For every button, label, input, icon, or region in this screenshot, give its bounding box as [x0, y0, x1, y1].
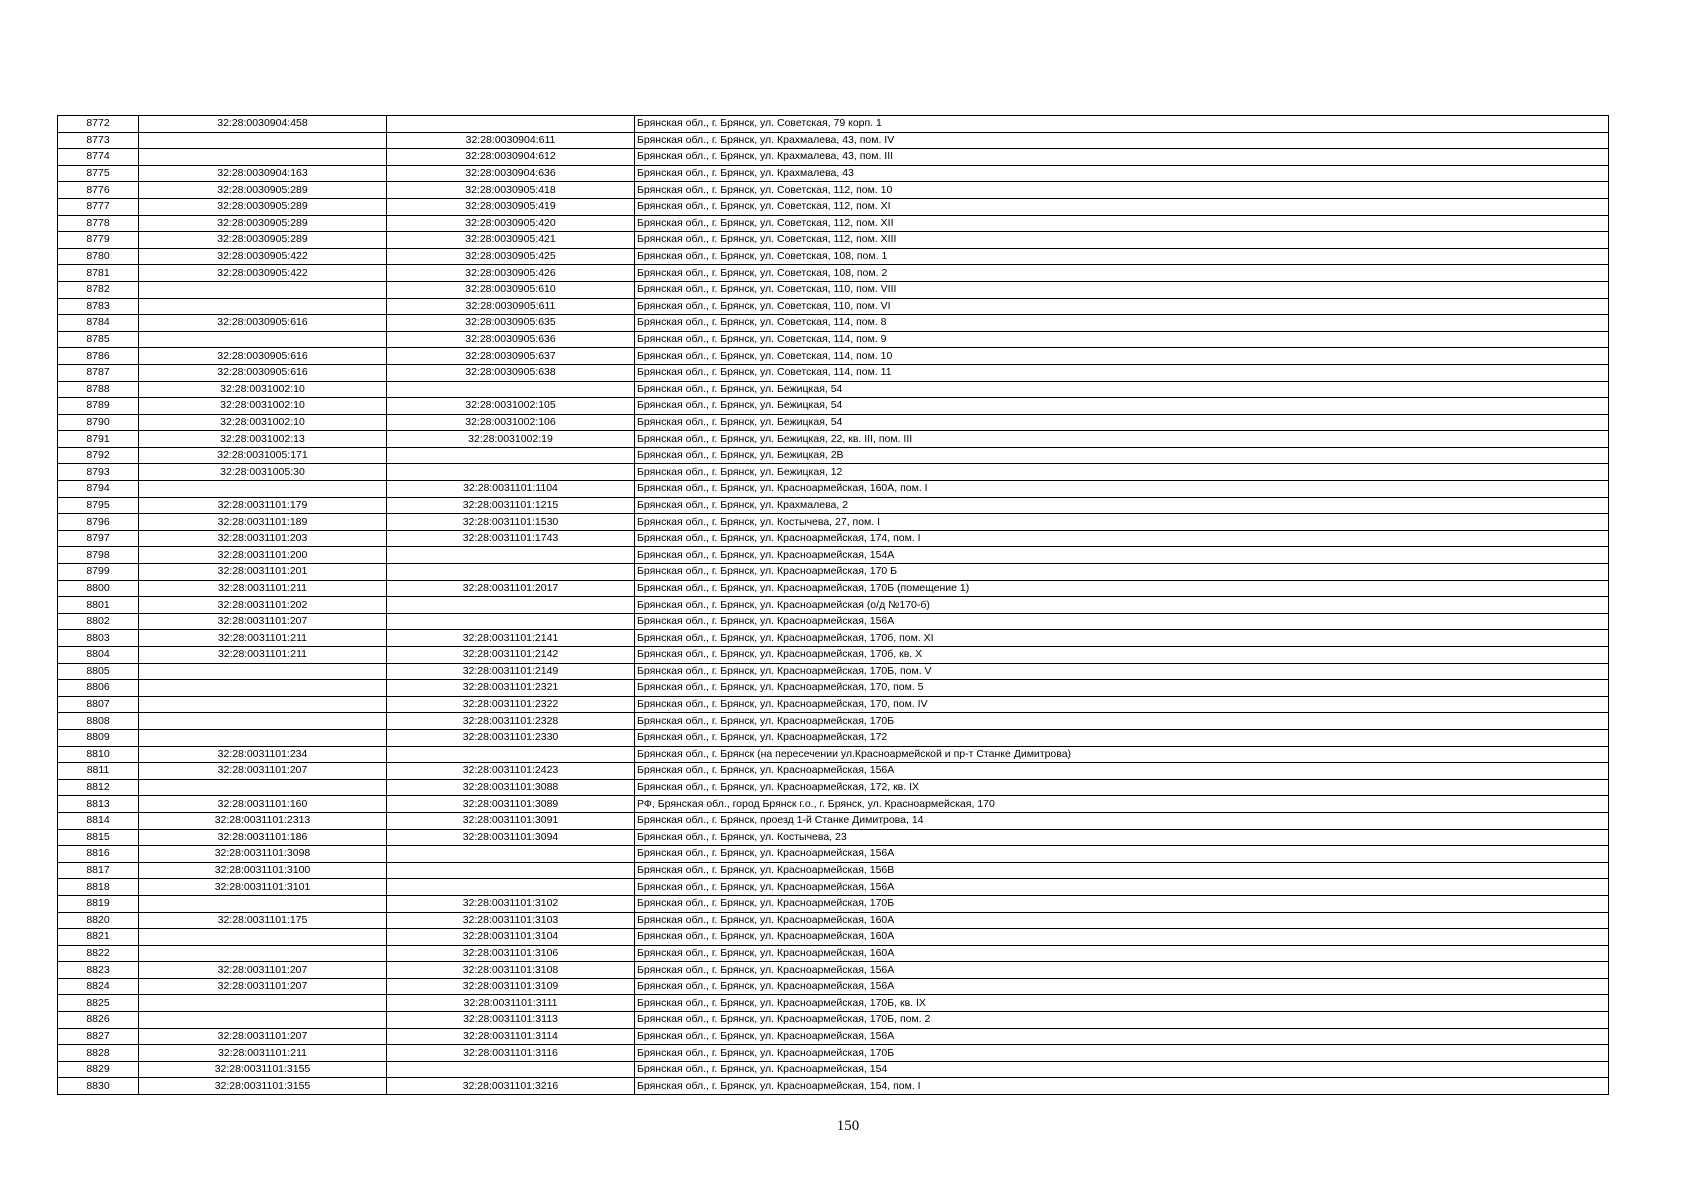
table-row: [58, 580, 1609, 597]
address-cell: Брянская обл., г. Брянск, ул. Советская, 108, пом. 1: [635, 248, 1609, 265]
object-number-cell: 32:28:0031101:3114: [387, 1028, 635, 1045]
table-row: [58, 497, 1609, 514]
address-cell: Брянская обл., г. Брянск, ул. Советская, 110, пом. VIII: [635, 281, 1609, 298]
address-cell: Брянская обл., г. Брянск, ул. Советская, 110, пом. VI: [635, 298, 1609, 315]
table-row: [58, 215, 1609, 232]
table-row: [58, 547, 1609, 564]
address-cell: Брянская обл., г. Брянск, ул. Красноармейская, 156А: [635, 879, 1609, 896]
row-number-cell: 8783: [58, 298, 139, 315]
table-row: [58, 182, 1609, 199]
object-number-cell: 32:28:0031101:3111: [387, 995, 635, 1012]
address-cell: Брянская обл., г. Брянск, ул. Бежицкая, 54: [635, 381, 1609, 398]
row-number-cell: 8807: [58, 696, 139, 713]
object-number-cell: 32:28:0030905:418: [387, 182, 635, 199]
row-number-cell: 8813: [58, 796, 139, 813]
table-row: [58, 912, 1609, 929]
object-number-cell: [387, 116, 635, 133]
object-number-cell: 32:28:0031002:19: [387, 431, 635, 448]
object-number-cell: 32:28:0030905:611: [387, 298, 635, 315]
row-number-cell: 8825: [58, 995, 139, 1012]
row-number-cell: 8816: [58, 846, 139, 863]
parcel-number-cell: 32:28:0031002:10: [139, 381, 387, 398]
parcel-number-cell: 32:28:0030905:289: [139, 232, 387, 249]
table-row: [58, 1078, 1609, 1095]
object-number-cell: 32:28:0030905:636: [387, 331, 635, 348]
table-row: [58, 447, 1609, 464]
parcel-number-cell: 32:28:0030905:616: [139, 348, 387, 365]
object-number-cell: 32:28:0030905:421: [387, 232, 635, 249]
address-cell: Брянская обл., г. Брянск, ул. Красноармейская, 172, кв. IX: [635, 779, 1609, 796]
object-number-cell: 32:28:0030905:610: [387, 281, 635, 298]
row-number-cell: 8782: [58, 281, 139, 298]
row-number-cell: 8773: [58, 132, 139, 149]
parcel-number-cell: 32:28:0031101:234: [139, 746, 387, 763]
parcel-number-cell: 32:28:0030905:616: [139, 364, 387, 381]
address-cell: Брянская обл., г. Брянск, ул. Советская, 114, пом. 8: [635, 315, 1609, 332]
object-number-cell: 32:28:0030905:419: [387, 198, 635, 215]
address-cell: Брянская обл., г. Брянск, ул. Советская, 114, пом. 10: [635, 348, 1609, 365]
address-cell: Брянская обл., г. Брянск, ул. Красноармейская, 170, пом. 5: [635, 680, 1609, 697]
address-cell: Брянская обл., г. Брянск, ул. Бежицкая, 22, кв. III, пом. III: [635, 431, 1609, 448]
address-cell: Брянская обл., г. Брянск, ул. Советская, 79 корп. 1: [635, 116, 1609, 133]
row-number-cell: 8779: [58, 232, 139, 249]
row-number-cell: 8784: [58, 315, 139, 332]
address-cell: Брянская обл., г. Брянск, ул. Красноармейская, 170Б: [635, 713, 1609, 730]
table-row: [58, 613, 1609, 630]
table-row: [58, 149, 1609, 166]
row-number-cell: 8797: [58, 530, 139, 547]
table-row: [58, 647, 1609, 664]
parcel-number-cell: 32:28:0031101:207: [139, 613, 387, 630]
address-cell: Брянская обл., г. Брянск, ул. Костычева, 23: [635, 829, 1609, 846]
table-row: [58, 116, 1609, 133]
parcel-number-cell: 32:28:0031101:207: [139, 1028, 387, 1045]
address-cell: Брянская обл., г. Брянск, ул. Красноармейская, 170Б: [635, 895, 1609, 912]
address-cell: Брянская обл., г. Брянск, ул. Красноармейская, 170Б (помещение 1): [635, 580, 1609, 597]
row-number-cell: 8791: [58, 431, 139, 448]
parcel-number-cell: 32:28:0030905:289: [139, 182, 387, 199]
row-number-cell: 8802: [58, 613, 139, 630]
object-number-cell: [387, 846, 635, 863]
address-cell: Брянская обл., г. Брянск, ул. Бежицкая, 2В: [635, 447, 1609, 464]
parcel-number-cell: [139, 481, 387, 498]
row-number-cell: 8810: [58, 746, 139, 763]
table-row: [58, 1028, 1609, 1045]
object-number-cell: 32:28:0031101:3216: [387, 1078, 635, 1095]
parcel-number-cell: 32:28:0031101:211: [139, 1045, 387, 1062]
registry-table: [57, 115, 1609, 1095]
parcel-number-cell: 32:28:0031101:207: [139, 978, 387, 995]
table-row: [58, 680, 1609, 697]
parcel-number-cell: 32:28:0031101:179: [139, 497, 387, 514]
address-cell: Брянская обл., г. Брянск, ул. Красноармейская, 156А: [635, 962, 1609, 979]
address-cell: Брянская обл., г. Брянск, ул. Красноармейская, 154: [635, 1061, 1609, 1078]
row-number-cell: 8819: [58, 895, 139, 912]
parcel-number-cell: 32:28:0030905:422: [139, 265, 387, 282]
table-row: [58, 746, 1609, 763]
object-number-cell: 32:28:0031101:2142: [387, 647, 635, 664]
table-row: [58, 265, 1609, 282]
parcel-number-cell: 32:28:0031101:203: [139, 530, 387, 547]
row-number-cell: 8822: [58, 945, 139, 962]
address-cell: Брянская обл., г. Брянск, ул. Красноармейская, 160А: [635, 945, 1609, 962]
object-number-cell: 32:28:0030905:638: [387, 364, 635, 381]
row-number-cell: 8790: [58, 414, 139, 431]
table-row: [58, 414, 1609, 431]
address-cell: Брянская обл., г. Брянск, ул. Красноармейская, 156А: [635, 978, 1609, 995]
object-number-cell: 32:28:0031101:2149: [387, 663, 635, 680]
row-number-cell: 8772: [58, 116, 139, 133]
table-row: [58, 132, 1609, 149]
parcel-number-cell: 32:28:0031005:171: [139, 447, 387, 464]
object-number-cell: [387, 879, 635, 896]
parcel-number-cell: 32:28:0031101:3100: [139, 862, 387, 879]
row-number-cell: 8815: [58, 829, 139, 846]
object-number-cell: 32:28:0031101:2322: [387, 696, 635, 713]
parcel-number-cell: [139, 929, 387, 946]
row-number-cell: 8794: [58, 481, 139, 498]
row-number-cell: 8787: [58, 364, 139, 381]
parcel-number-cell: [139, 680, 387, 697]
address-cell: Брянская обл., г. Брянск, ул. Бежицкая, 12: [635, 464, 1609, 481]
parcel-number-cell: 32:28:0031101:3098: [139, 846, 387, 863]
address-cell: Брянская обл., г. Брянск, ул. Красноармейская, 170Б: [635, 1045, 1609, 1062]
row-number-cell: 8785: [58, 331, 139, 348]
object-number-cell: 32:28:0031101:3103: [387, 912, 635, 929]
parcel-number-cell: 32:28:0031101:201: [139, 564, 387, 581]
parcel-number-cell: 32:28:0031101:160: [139, 796, 387, 813]
address-cell: Брянская обл., г. Брянск, ул. Красноармейская, 156А: [635, 763, 1609, 780]
parcel-number-cell: 32:28:0031101:189: [139, 514, 387, 531]
object-number-cell: 32:28:0031101:2423: [387, 763, 635, 780]
table-row: [58, 630, 1609, 647]
table-row: [58, 331, 1609, 348]
object-number-cell: 32:28:0030904:611: [387, 132, 635, 149]
row-number-cell: 8788: [58, 381, 139, 398]
object-number-cell: 32:28:0030905:635: [387, 315, 635, 332]
parcel-number-cell: [139, 779, 387, 796]
table-row: [58, 663, 1609, 680]
row-number-cell: 8792: [58, 447, 139, 464]
parcel-number-cell: 32:28:0030905:289: [139, 215, 387, 232]
registry-table-body: [58, 116, 1609, 1095]
object-number-cell: [387, 447, 635, 464]
row-number-cell: 8820: [58, 912, 139, 929]
table-row: [58, 464, 1609, 481]
table-row: [58, 530, 1609, 547]
address-cell: Брянская обл., г. Брянск (на пересечении ул.Красноармейской и пр-т Станке Димитрова): [635, 746, 1609, 763]
object-number-cell: 32:28:0031101:3089: [387, 796, 635, 813]
object-number-cell: 32:28:0031002:106: [387, 414, 635, 431]
object-number-cell: [387, 464, 635, 481]
row-number-cell: 8830: [58, 1078, 139, 1095]
row-number-cell: 8821: [58, 929, 139, 946]
parcel-number-cell: [139, 895, 387, 912]
table-row: [58, 895, 1609, 912]
address-cell: Брянская обл., г. Брянск, ул. Красноармейская, 170б, кв. X: [635, 647, 1609, 664]
object-number-cell: 32:28:0031002:105: [387, 398, 635, 415]
row-number-cell: 8796: [58, 514, 139, 531]
table-row: [58, 1012, 1609, 1029]
object-number-cell: 32:28:0030904:636: [387, 165, 635, 182]
parcel-number-cell: 32:28:0030904:458: [139, 116, 387, 133]
address-cell: Брянская обл., г. Брянск, ул. Советская, 112, пом. XIII: [635, 232, 1609, 249]
page-number: 150: [836, 1118, 860, 1134]
object-number-cell: [387, 547, 635, 564]
table-row: [58, 381, 1609, 398]
table-row: [58, 298, 1609, 315]
parcel-number-cell: [139, 696, 387, 713]
object-number-cell: 32:28:0031101:2321: [387, 680, 635, 697]
object-number-cell: [387, 597, 635, 614]
row-number-cell: 8801: [58, 597, 139, 614]
parcel-number-cell: 32:28:0030905:289: [139, 198, 387, 215]
address-cell: Брянская обл., г. Брянск, ул. Красноармейская, 156А: [635, 613, 1609, 630]
parcel-number-cell: 32:28:0031101:211: [139, 630, 387, 647]
address-cell: Брянская обл., г. Брянск, проезд 1-й Станке Димитрова, 14: [635, 812, 1609, 829]
row-number-cell: 8823: [58, 962, 139, 979]
table-row: [58, 514, 1609, 531]
address-cell: Брянская обл., г. Брянск, ул. Крахмалева, 43: [635, 165, 1609, 182]
address-cell: Брянская обл., г. Брянск, ул. Крахмалева, 43, пом. III: [635, 149, 1609, 166]
parcel-number-cell: 32:28:0031005:30: [139, 464, 387, 481]
object-number-cell: 32:28:0031101:3104: [387, 929, 635, 946]
row-number-cell: 8775: [58, 165, 139, 182]
address-cell: Брянская обл., г. Брянск, ул. Красноармейская, 154, пом. I: [635, 1078, 1609, 1095]
table-row: [58, 962, 1609, 979]
row-number-cell: 8812: [58, 779, 139, 796]
table-row: [58, 248, 1609, 265]
address-cell: Брянская обл., г. Брянск, ул. Советская, 112, пом. XI: [635, 198, 1609, 215]
row-number-cell: 8803: [58, 630, 139, 647]
row-number-cell: 8808: [58, 713, 139, 730]
row-number-cell: 8827: [58, 1028, 139, 1045]
table-row: [58, 846, 1609, 863]
object-number-cell: 32:28:0031101:3116: [387, 1045, 635, 1062]
object-number-cell: [387, 862, 635, 879]
object-number-cell: 32:28:0031101:3091: [387, 812, 635, 829]
parcel-number-cell: 32:28:0031101:3155: [139, 1078, 387, 1095]
row-number-cell: 8798: [58, 547, 139, 564]
object-number-cell: 32:28:0030905:420: [387, 215, 635, 232]
table-row: [58, 862, 1609, 879]
object-number-cell: 32:28:0031101:2328: [387, 713, 635, 730]
object-number-cell: 32:28:0030905:426: [387, 265, 635, 282]
row-number-cell: 8799: [58, 564, 139, 581]
object-number-cell: [387, 1061, 635, 1078]
row-number-cell: 8795: [58, 497, 139, 514]
parcel-number-cell: [139, 713, 387, 730]
row-number-cell: 8806: [58, 680, 139, 697]
address-cell: Брянская обл., г. Брянск, ул. Красноармейская, 154А: [635, 547, 1609, 564]
address-cell: Брянская обл., г. Брянск, ул. Советская, 108, пом. 2: [635, 265, 1609, 282]
address-cell: Брянская обл., г. Брянск, ул. Красноармейская, 170 Б: [635, 564, 1609, 581]
row-number-cell: 8829: [58, 1061, 139, 1078]
parcel-number-cell: 32:28:0031101:2313: [139, 812, 387, 829]
row-number-cell: 8826: [58, 1012, 139, 1029]
table-row: [58, 796, 1609, 813]
table-row: [58, 431, 1609, 448]
row-number-cell: 8818: [58, 879, 139, 896]
object-number-cell: 32:28:0030905:425: [387, 248, 635, 265]
address-cell: Брянская обл., г. Брянск, ул. Бежицкая, 54: [635, 414, 1609, 431]
parcel-number-cell: [139, 729, 387, 746]
address-cell: Брянская обл., г. Брянск, ул. Красноармейская, 170Б, пом. 2: [635, 1012, 1609, 1029]
table-row: [58, 763, 1609, 780]
object-number-cell: [387, 613, 635, 630]
object-number-cell: 32:28:0031101:3102: [387, 895, 635, 912]
row-number-cell: 8781: [58, 265, 139, 282]
parcel-number-cell: 32:28:0031101:175: [139, 912, 387, 929]
address-cell: РФ, Брянская обл., город Брянск г.о., г. Брянск, ул. Красноармейская, 170: [635, 796, 1609, 813]
object-number-cell: 32:28:0031101:3088: [387, 779, 635, 796]
object-number-cell: 32:28:0031101:1215: [387, 497, 635, 514]
table-row: [58, 729, 1609, 746]
table-row: [58, 696, 1609, 713]
row-number-cell: 8778: [58, 215, 139, 232]
table-row: [58, 929, 1609, 946]
address-cell: Брянская обл., г. Брянск, ул. Советская, 114, пом. 9: [635, 331, 1609, 348]
parcel-number-cell: [139, 281, 387, 298]
table-row: [58, 597, 1609, 614]
table-row: [58, 232, 1609, 249]
parcel-number-cell: [139, 331, 387, 348]
parcel-number-cell: [139, 995, 387, 1012]
object-number-cell: 32:28:0031101:3106: [387, 945, 635, 962]
object-number-cell: 32:28:0031101:1104: [387, 481, 635, 498]
table-row: [58, 945, 1609, 962]
row-number-cell: 8789: [58, 398, 139, 415]
object-number-cell: 32:28:0031101:3113: [387, 1012, 635, 1029]
table-row: [58, 1045, 1609, 1062]
row-number-cell: 8805: [58, 663, 139, 680]
table-row: [58, 779, 1609, 796]
parcel-number-cell: 32:28:0031101:202: [139, 597, 387, 614]
row-number-cell: 8786: [58, 348, 139, 365]
object-number-cell: 32:28:0031101:3108: [387, 962, 635, 979]
address-cell: Брянская обл., г. Брянск, ул. Крахмалева, 2: [635, 497, 1609, 514]
parcel-number-cell: 32:28:0031101:207: [139, 763, 387, 780]
address-cell: Брянская обл., г. Брянск, ул. Красноармейская, 170, пом. IV: [635, 696, 1609, 713]
parcel-number-cell: [139, 132, 387, 149]
address-cell: Брянская обл., г. Брянск, ул. Красноармейская (о/д №170-б): [635, 597, 1609, 614]
table-row: [58, 978, 1609, 995]
row-number-cell: 8774: [58, 149, 139, 166]
row-number-cell: 8817: [58, 862, 139, 879]
parcel-number-cell: 32:28:0031101:3155: [139, 1061, 387, 1078]
table-row: [58, 995, 1609, 1012]
table-row: [58, 481, 1609, 498]
address-cell: Брянская обл., г. Брянск, ул. Красноармейская, 160А: [635, 929, 1609, 946]
object-number-cell: 32:28:0031101:3094: [387, 829, 635, 846]
parcel-number-cell: 32:28:0031002:10: [139, 398, 387, 415]
table-row: [58, 713, 1609, 730]
parcel-number-cell: [139, 945, 387, 962]
object-number-cell: [387, 381, 635, 398]
table-row: [58, 364, 1609, 381]
address-cell: Брянская обл., г. Брянск, ул. Крахмалева, 43, пом. IV: [635, 132, 1609, 149]
parcel-number-cell: 32:28:0030904:163: [139, 165, 387, 182]
address-cell: Брянская обл., г. Брянск, ул. Красноармейская, 170б, пом. XI: [635, 630, 1609, 647]
object-number-cell: [387, 564, 635, 581]
address-cell: Брянская обл., г. Брянск, ул. Красноармейская, 156В: [635, 862, 1609, 879]
address-cell: Брянская обл., г. Брянск, ул. Красноармейская, 156А: [635, 846, 1609, 863]
row-number-cell: 8793: [58, 464, 139, 481]
row-number-cell: 8824: [58, 978, 139, 995]
object-number-cell: 32:28:0031101:2330: [387, 729, 635, 746]
address-cell: Брянская обл., г. Брянск, ул. Красноармейская, 160А, пом. I: [635, 481, 1609, 498]
parcel-number-cell: 32:28:0031002:10: [139, 414, 387, 431]
row-number-cell: 8776: [58, 182, 139, 199]
object-number-cell: 32:28:0031101:1743: [387, 530, 635, 547]
object-number-cell: [387, 746, 635, 763]
row-number-cell: 8780: [58, 248, 139, 265]
address-cell: Брянская обл., г. Брянск, ул. Советская, 112, пом. 10: [635, 182, 1609, 199]
table-row: [58, 198, 1609, 215]
address-cell: Брянская обл., г. Брянск, ул. Костычева, 27, пом. I: [635, 514, 1609, 531]
row-number-cell: 8811: [58, 763, 139, 780]
object-number-cell: 32:28:0031101:1530: [387, 514, 635, 531]
object-number-cell: 32:28:0031101:2141: [387, 630, 635, 647]
table-row: [58, 165, 1609, 182]
table-row: [58, 829, 1609, 846]
parcel-number-cell: 32:28:0031101:186: [139, 829, 387, 846]
object-number-cell: 32:28:0031101:2017: [387, 580, 635, 597]
object-number-cell: 32:28:0030904:612: [387, 149, 635, 166]
parcel-number-cell: 32:28:0031002:13: [139, 431, 387, 448]
row-number-cell: 8814: [58, 812, 139, 829]
table-row: [58, 1061, 1609, 1078]
row-number-cell: 8804: [58, 647, 139, 664]
table-row: [58, 315, 1609, 332]
table-row: [58, 281, 1609, 298]
address-cell: Брянская обл., г. Брянск, ул. Красноармейская, 156А: [635, 1028, 1609, 1045]
parcel-number-cell: 32:28:0030905:422: [139, 248, 387, 265]
parcel-number-cell: 32:28:0031101:200: [139, 547, 387, 564]
address-cell: Брянская обл., г. Брянск, ул. Советская, 112, пом. XII: [635, 215, 1609, 232]
parcel-number-cell: [139, 663, 387, 680]
table-row: [58, 348, 1609, 365]
row-number-cell: 8828: [58, 1045, 139, 1062]
address-cell: Брянская обл., г. Брянск, ул. Красноармейская, 170Б, пом. V: [635, 663, 1609, 680]
parcel-number-cell: 32:28:0030905:616: [139, 315, 387, 332]
parcel-number-cell: 32:28:0031101:3101: [139, 879, 387, 896]
row-number-cell: 8809: [58, 729, 139, 746]
parcel-number-cell: [139, 298, 387, 315]
table-row: [58, 564, 1609, 581]
parcel-number-cell: [139, 1012, 387, 1029]
address-cell: Брянская обл., г. Брянск, ул. Красноармейская, 170Б, кв. IX: [635, 995, 1609, 1012]
address-cell: Брянская обл., г. Брянск, ул. Советская, 114, пом. 11: [635, 364, 1609, 381]
table-row: [58, 879, 1609, 896]
parcel-number-cell: [139, 149, 387, 166]
address-cell: Брянская обл., г. Брянск, ул. Красноармейская, 160А: [635, 912, 1609, 929]
object-number-cell: 32:28:0031101:3109: [387, 978, 635, 995]
address-cell: Брянская обл., г. Брянск, ул. Красноармейская, 172: [635, 729, 1609, 746]
parcel-number-cell: 32:28:0031101:211: [139, 647, 387, 664]
address-cell: Брянская обл., г. Брянск, ул. Бежицкая, 54: [635, 398, 1609, 415]
parcel-number-cell: 32:28:0031101:207: [139, 962, 387, 979]
object-number-cell: 32:28:0030905:637: [387, 348, 635, 365]
row-number-cell: 8800: [58, 580, 139, 597]
table-row: [58, 398, 1609, 415]
address-cell: Брянская обл., г. Брянск, ул. Красноармейская, 174, пом. I: [635, 530, 1609, 547]
table-row: [58, 812, 1609, 829]
row-number-cell: 8777: [58, 198, 139, 215]
parcel-number-cell: 32:28:0031101:211: [139, 580, 387, 597]
